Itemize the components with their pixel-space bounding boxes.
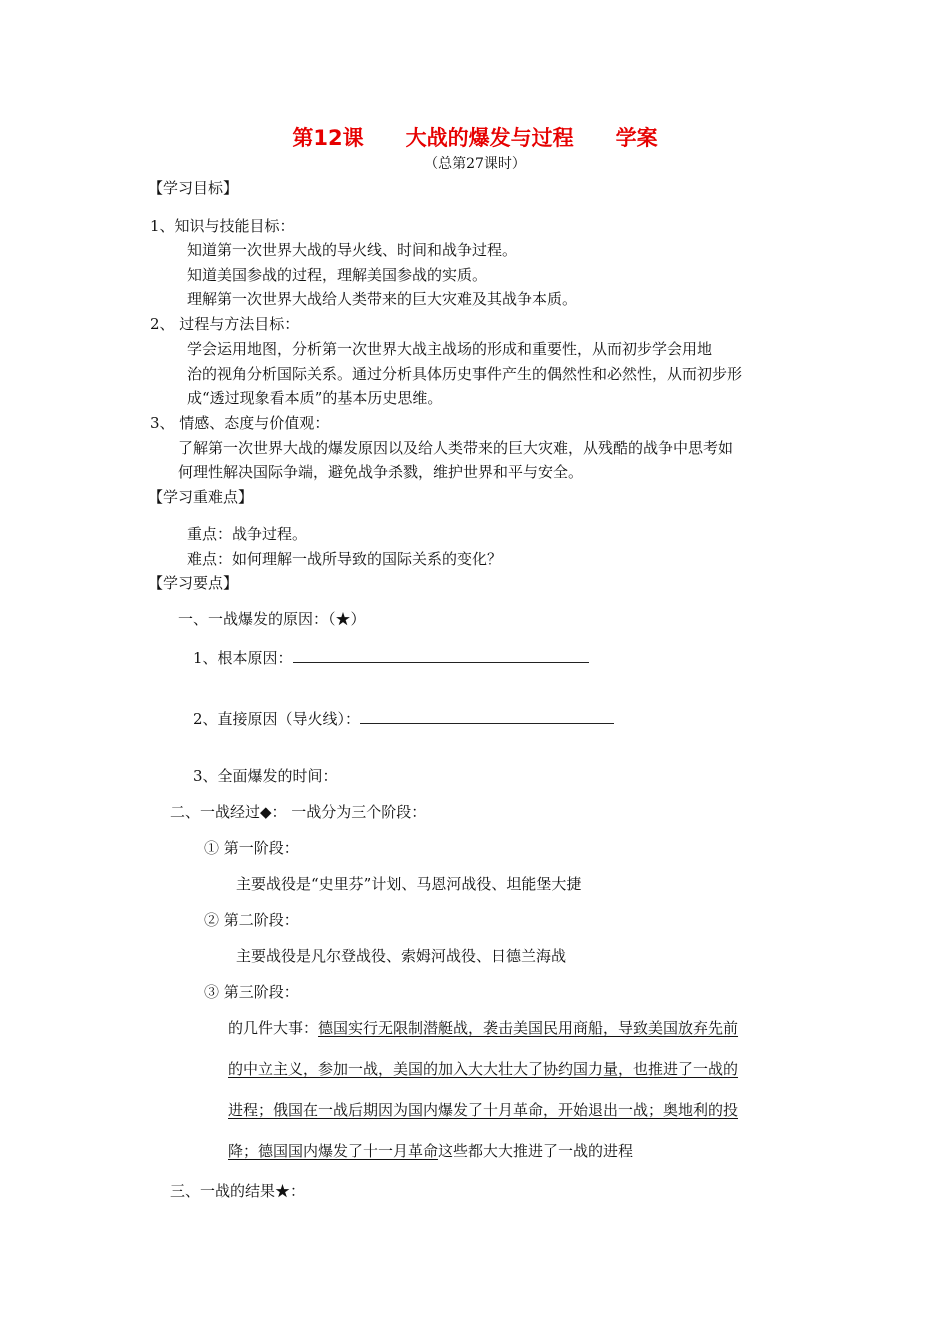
root-cause [193, 646, 589, 668]
stage-2-detail: 主要战役是凡尔登战役、索姆河战役、日德兰海战 [236, 947, 567, 965]
direct-cause-blank[interactable] [360, 707, 614, 724]
root-cause-label: 1、根本原因： [193, 649, 293, 667]
stage-3-line [228, 1100, 738, 1120]
difficulty-point: 难点：如何理解一战所导致的国际关系的变化？ [187, 550, 503, 568]
essentials-heading: 【学习要点】 [148, 574, 239, 592]
direct-cause [193, 707, 614, 729]
stage-3-underlined: 的中立主义，参加一战，美国的加入大大壮大了协约国力量，也推进了一战的 [228, 1060, 739, 1078]
direct-cause-label: 2、直接原因（导火线）： [193, 710, 361, 728]
page-title: 第12课 大战的爆发与过程 学案 [292, 126, 658, 150]
process-line: 成“透过现象看本质”的基本历史思维。 [187, 389, 443, 407]
page-subtitle: （总第27课时） [424, 156, 526, 172]
knowledge-item: 理解第一次世界大战给人类带来的巨大灾难及其战争本质。 [187, 290, 578, 308]
knowledge-label: 1、知识与技能目标： [150, 217, 295, 235]
stage-3-underlined: 降；德国国内爆发了十一月革命 [228, 1142, 439, 1160]
stage-3-line [228, 1059, 738, 1079]
stage-3-line [228, 1018, 738, 1038]
stage-3-label: ③ 第三阶段： [204, 983, 299, 1001]
stage-3-prefix: 的几件大事： [228, 1019, 319, 1037]
stage-3-underlined: 德国实行无限制潜艇战，袭击美国民用商船，导致美国放弃先前 [318, 1019, 739, 1037]
objectives-heading: 【学习目标】 [148, 179, 239, 197]
stage-3-line [228, 1141, 633, 1161]
causes-heading: 一、一战爆发的原因：（★） [178, 610, 366, 628]
stage-3-suffix: 这些都大大推进了一战的进程 [438, 1142, 634, 1160]
emotion-line: 何理性解决国际争端，避免战争杀戮，维护世界和平与安全。 [178, 463, 584, 481]
process-line: 治的视角分析国际关系。通过分析具体历史事件产生的偶然性和必然性，从而初步形 [187, 365, 743, 383]
results-heading: 三、一战的结果★： [170, 1182, 306, 1200]
stage-2-label: ② 第二阶段： [204, 911, 299, 929]
stage-1-label: ① 第一阶段： [204, 839, 299, 857]
focus-point: 重点：战争过程。 [187, 525, 308, 543]
root-cause-blank[interactable] [293, 646, 589, 663]
process-heading: 二、一战经过◆： 一战分为三个阶段： [170, 803, 427, 821]
process-line: 学会运用地图，分析第一次世界大战主战场的形成和重要性，从而初步学会用地 [187, 340, 713, 358]
emotion-label: 3、 情感、态度与价值观： [150, 414, 330, 432]
outbreak-time: 3、全面爆发的时间： [193, 767, 338, 785]
stage-3-underlined: 进程；俄国在一战后期因为国内爆发了十月革命，开始退出一战；奥地利的投 [228, 1101, 739, 1119]
key-points-heading: 【学习重难点】 [148, 488, 254, 506]
process-label: 2、 过程与方法目标： [150, 315, 300, 333]
stage-1-detail: 主要战役是“史里芬”计划、马恩河战役、坦能堡大捷 [236, 875, 582, 893]
emotion-line: 了解第一次世界大战的爆发原因以及给人类带来的巨大灾难，从残酷的战争中思考如 [178, 439, 734, 457]
knowledge-item: 知道第一次世界大战的导火线、时间和战争过程。 [187, 241, 518, 259]
knowledge-item: 知道美国参战的过程，理解美国参战的实质。 [187, 266, 488, 284]
